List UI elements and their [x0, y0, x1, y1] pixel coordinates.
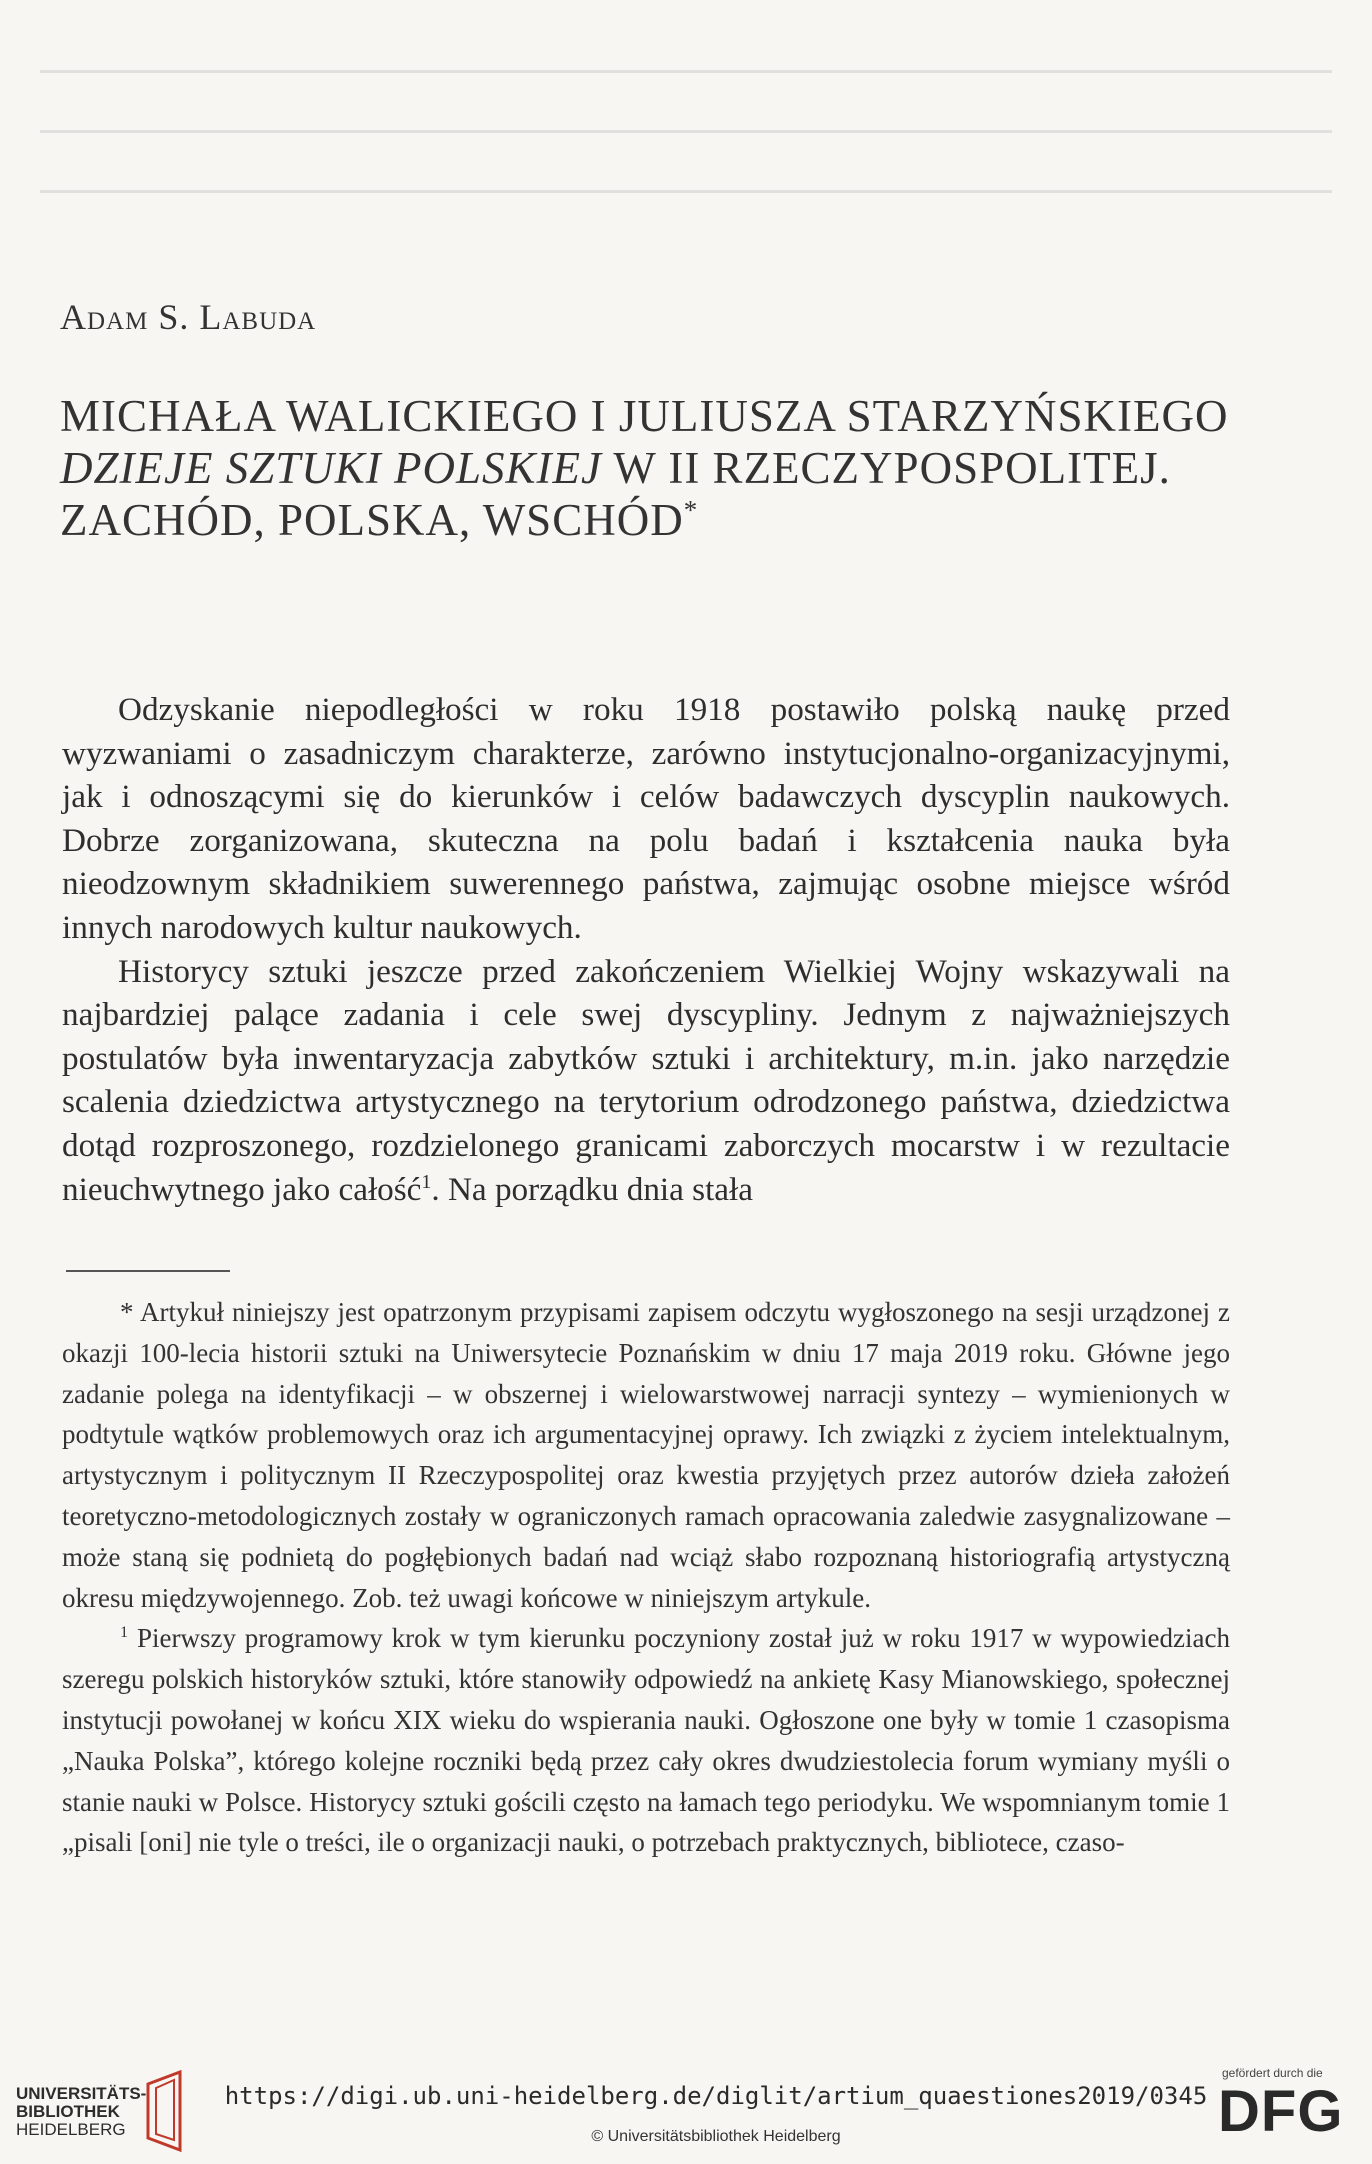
author-name: Adam S. Labuda	[60, 297, 317, 337]
footnote-1: $^1$ Pierwszy programowy krok w tym kierunku poczyniony został już w roku 1917 w wypowiedziach szeregu polskich historyków sztuki, które stanowiły odpowiedź na ankietę Kasy Mianowskiego, społecznej instytucji powołanej w końcu XIX wieku do wspierania nauki. Ogłoszone one były w tomie 1 czasopisma „Nauka Polska”, którego kolejne roczniki będą przez cały okres dwudziestolecia forum wymiany myśli o stanie nauki w Polsce. Historycy sztuki gościli często na łamach tego periodyku. We wspomnianym tomie 1 „pisali [oni] nie tyle o treści, ile o organizacji nauki, o potrzebach praktycznych, bibliotece, czaso-	[62, 1623, 1230, 1858]
paragraph-1: Odzyskanie niepodległości w roku 1918 postawiło polską naukę przed wyzwaniami o zasadniczym charakterze, zarówno instytucjonalno-organizacyjnymi, jak i odnoszącymi się do kierunków i celów badawczych dyscyplin naukowych. Dobrze zorganizowana, skuteczna na polu badań i kształcenia nauka była nieodzownym składnikiem suwerennego państwa, zajmując osobne miejsce wśród innych narodowych kultur naukowych.	[62, 691, 1230, 946]
title-line-3: ZACHÓD, POLSKA, WSCHÓD*	[60, 495, 699, 545]
title-line-2	[60, 442, 1300, 494]
title-footnote-mark: *	[683, 495, 699, 525]
footnote-1-mark: 1	[120, 1623, 129, 1642]
bleed-through-line	[40, 190, 1332, 193]
permalink-url[interactable]: https://digi.ub.uni-heidelberg.de/diglit/artium_quaestiones2019/0345	[224, 2082, 1208, 2110]
footnotes	[62, 1292, 1230, 1863]
bleed-through-line	[40, 70, 1332, 73]
bleed-through-line	[40, 130, 1332, 133]
title-line-2-rest: W II RZECZYPOSPOLITEJ.	[601, 443, 1171, 493]
footnote-ref-1[interactable]: 1	[421, 1170, 432, 1193]
paragraph-2: Historycy sztuki jeszcze przed zakończeniem Wielkiej Wojny wskazywali na najbardziej palące zadania i cele swej dyscypliny. Jednym z najważniejszych postulatów była inwentaryzacja zabytków sztuki i architektury, m.in. jako narzędzie scalenia dziedzictwa artystycznego na terytorium odrodzonego państwa, dziedzictwa dotąd rozproszonego, rozdzielonego granicami zaborczych mocarstw i w rezultacie nieuchwytnego jako całość$^1$. Na porządku dnia stała	[62, 952, 1230, 1208]
title-line-1: MICHAŁA WALICKIEGO I JULIUSZA STARZYŃSKIEGO	[60, 391, 1229, 441]
digitization-footer	[0, 2060, 1372, 2164]
footnote-star-mark: *	[120, 1297, 134, 1327]
library-logo: UNIVERSITÄTS- BIBLIOTHEK HEIDELBERG	[16, 2084, 147, 2139]
title-italic-work: DZIEJE SZTUKI POLSKIEJ	[60, 443, 602, 493]
funder-label: gefördert durch die	[1222, 2066, 1323, 2080]
copyright-notice: © Universitätsbibliothek Heidelberg	[591, 2128, 841, 2145]
footnote-separator	[66, 1270, 230, 1272]
article-title	[60, 390, 1300, 546]
body-text	[62, 688, 1230, 1211]
footnote-star: * Artykuł niniejszy jest opatrzonym przypisami zapisem odczytu wygłoszonego na sesji urządzonej z okazji 100-lecia historii sztuki na Uniwersytecie Poznańskim w dniu 17 maja 2019 roku. Główne jego zadanie polega na identyfikacji – w obszernej i wielowarstwowej narracji syntezy – wymienionych w podtytule wątków problemowych oraz ich argumentacyjnej oprawy. Ich związki z życiem intelektualnym, artystycznym i politycznym II Rzeczypospolitej oraz kwestia przyjętych przez autorów dzieła założeń teoretyczno-metodologicznych zostały w ograniczonych ramach opracowania zaledwie zasygnalizowane – może staną się podnietą do pogłębionych badań nad wciąż słabo rozpoznaną historiografią artystyczną okresu międzywojennego. Zob. też uwagi końcowe w niniejszym artykule.	[62, 1297, 1230, 1613]
dfg-logo: DFG	[1218, 2079, 1344, 2144]
